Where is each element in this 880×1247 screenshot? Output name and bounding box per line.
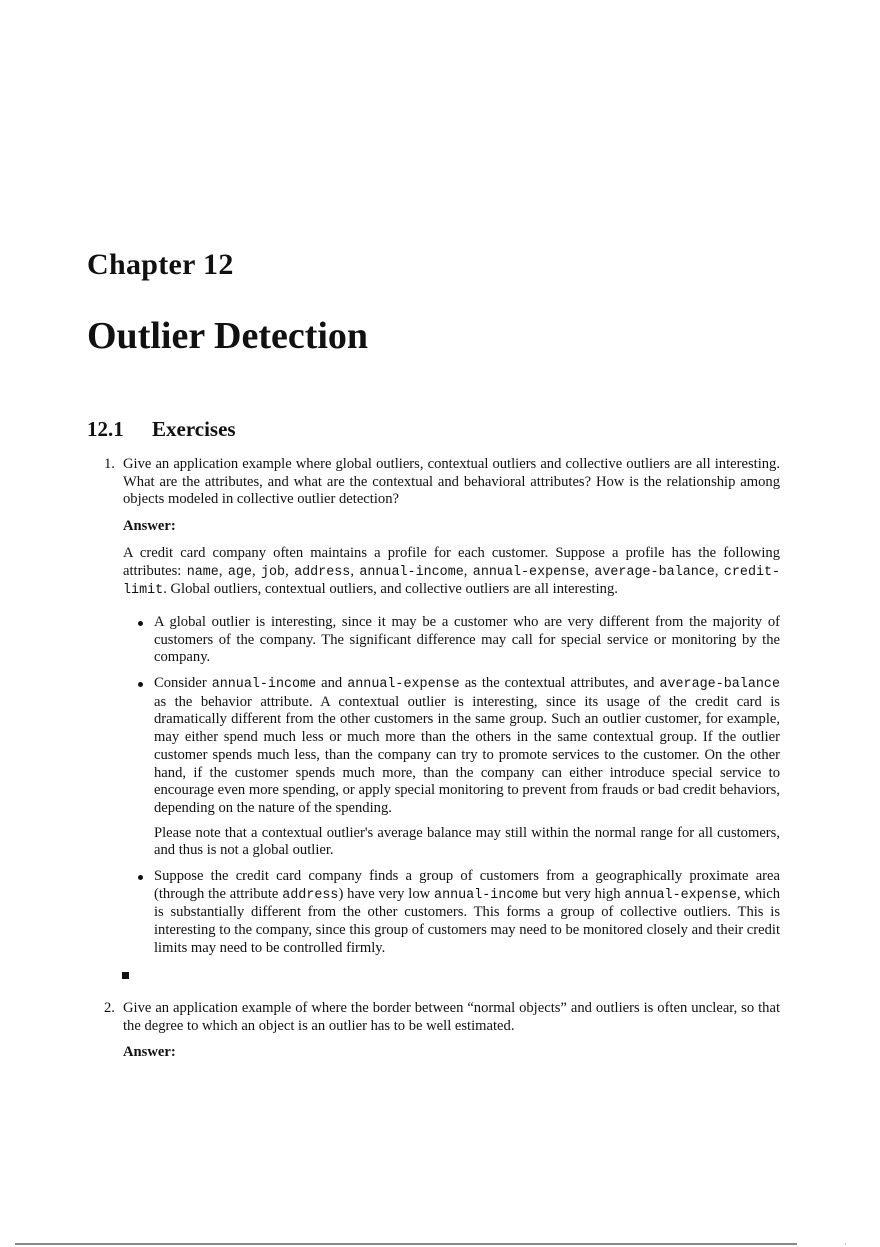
code-address: address (282, 887, 339, 903)
bullet-icon (138, 875, 143, 880)
answer-intro (123, 545, 780, 600)
section-title: Exercises (152, 417, 236, 441)
bullet-icon (138, 621, 143, 626)
exercise-question: Give an application example of where the border between “normal objects” and outliers is often unclear, so that the degree to which an object is an outlier has to be well estimated. (123, 1000, 780, 1034)
bullet-note: Please note that a contextual outlier's average balance may still within the normal range for all customers, and thus is not a global outlier. (154, 824, 780, 859)
exercise-question: Give an application example where global outliers, contextual outliers and collective outliers are all interesting. What are the attributes, and what are the contextual and behavioral attributes? How is the relationship among objects modeled in collective outlier detection? (123, 456, 780, 508)
attr-name: name (186, 564, 219, 580)
code-annual-income: annual-income (434, 887, 539, 903)
bullet-collective-outlier (123, 868, 780, 958)
code-annual-expense: annual-expense (624, 887, 737, 903)
qed-square-icon (122, 972, 129, 979)
text: , (251, 562, 261, 579)
text: , (285, 562, 295, 579)
text: , (585, 562, 595, 579)
answer-label: Answer: (123, 518, 176, 535)
attr-age: age (227, 564, 252, 580)
bullet-icon (138, 682, 143, 687)
text: A credit card company often maintains a profile for each customer. Suppose a profile has the following attributes: (123, 544, 780, 579)
text: Consider (154, 675, 212, 692)
text: , (714, 562, 724, 579)
attr-annual-income: annual-income (359, 564, 464, 580)
text: , which is substantially different from the other customers. This forms a group of collective outliers. This is interesting to the company, since this group of customers may need to be monitored closely and their credit limits may need to be controlled firmly. (154, 885, 781, 956)
bullet-global-outlier (123, 614, 780, 667)
attr-credit-limit: credit-limit (123, 564, 781, 599)
text: as the behavior attribute. A contextual outlier is interesting, since its usage of the credit card is dramatically different from the other customers in the same group. Such an outlier customer, for example, may either spend much less or much more than the others in the same contextual group. If the outlier customer spends much less, than the company can try to promote services to the customer. On the other hand, if the customer spends much more, than the company can either introduce special service to encourage even more spending, or apply special monitoring to prevent from frauds or bad credit behaviors, depending on the nature of the spending. (154, 693, 780, 816)
text: . Global outliers, contextual outliers, and collective outliers are all interesting. (163, 581, 618, 598)
attr-job: job (260, 564, 286, 580)
exercise-number: 1. (104, 456, 115, 472)
answer-label: Answer: (123, 1044, 176, 1061)
chapter-title: Outlier Detection (87, 315, 369, 357)
text: ) have very low (338, 885, 435, 902)
bullet-list (123, 614, 780, 958)
code-annual-expense: annual-expense (347, 677, 460, 693)
page-bottom-rule (15, 1243, 797, 1245)
text: and (316, 675, 348, 692)
exercise-1 (104, 456, 780, 966)
code-average-balance: average-balance (659, 677, 780, 693)
attr-address: address (294, 564, 351, 580)
attr-average-balance: average-balance (594, 564, 715, 580)
code-annual-income: annual-income (211, 677, 317, 693)
text: Suppose the credit card company finds a group of customers from a geographically proximate area (through the attribute (154, 868, 780, 902)
text: , (218, 562, 228, 579)
text: but very high (538, 885, 625, 902)
attr-annual-expense: annual-expense (472, 564, 586, 580)
chapter-label: Chapter 12 (87, 248, 234, 281)
exercise-2 (104, 1000, 780, 1071)
bullet-text: A global outlier is interesting, since it may be a customer who are very different from the majority of customers of the company. The significant difference may call for special service or monitoring by the company. (154, 613, 780, 666)
bullet-contextual-outlier (123, 675, 780, 860)
text: , (463, 562, 473, 579)
exercise-number: 2. (104, 1000, 115, 1016)
page-corner-mark (845, 1243, 846, 1245)
section-number: 12.1 (87, 417, 124, 441)
section-heading (87, 417, 236, 442)
text: , (350, 562, 360, 579)
text: as the contextual attributes, and (459, 675, 660, 692)
